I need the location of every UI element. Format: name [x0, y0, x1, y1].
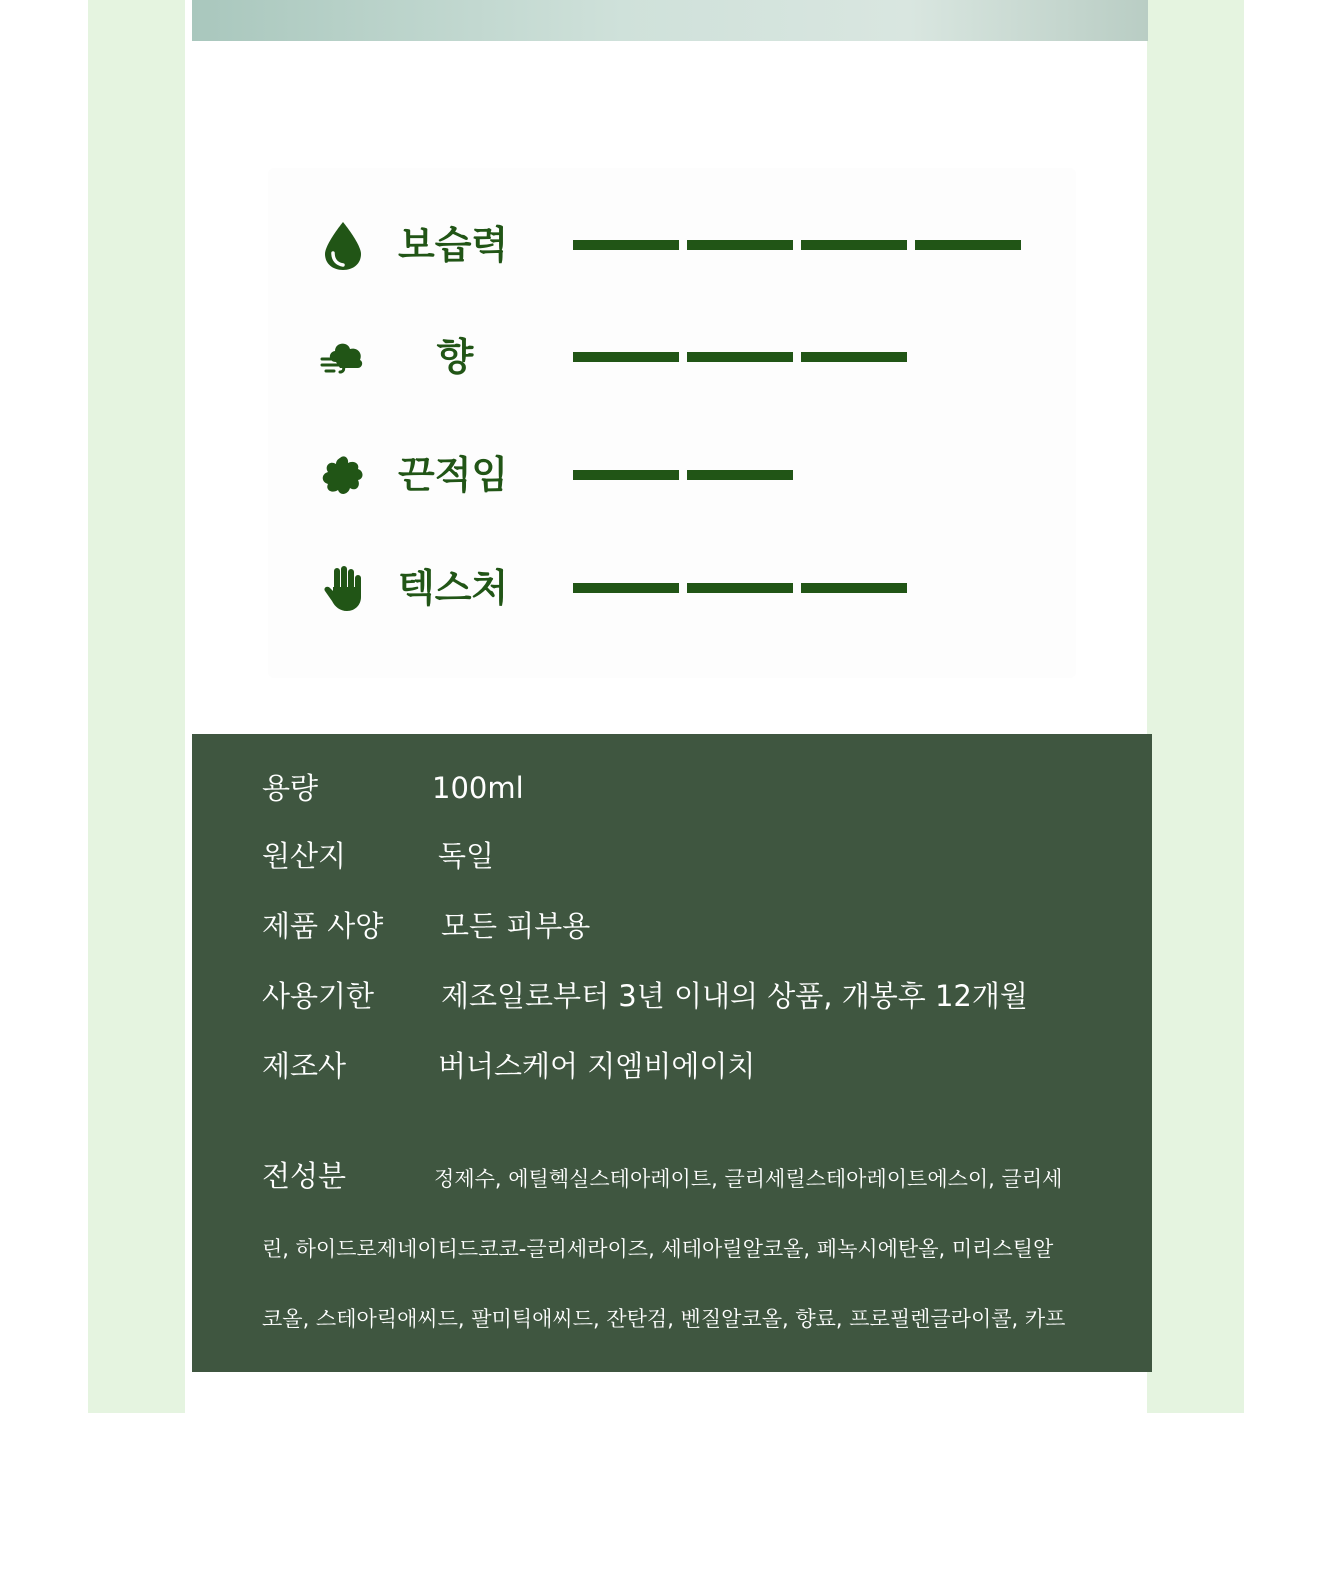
ingredients-key: 전성분 [262, 1159, 347, 1193]
product-info-panel [192, 734, 1152, 1541]
attribute-row-scent [310, 322, 1050, 392]
origin-value: 독일 [438, 839, 495, 873]
level-bar [687, 352, 793, 362]
attribute-label: 향 [436, 335, 474, 379]
splat-icon [318, 450, 368, 500]
ingredients-line: 애씨드, 소듐벤조에이트, 쿠마린, 제라니올, 포타슘솔베이트 [262, 1517, 803, 1541]
origin-key: 원산지 [262, 839, 347, 873]
maker-key: 제조사 [262, 1049, 347, 1083]
level-bars [573, 210, 1053, 280]
ingredients-line: 린, 하이드로제네이티드코코-글리세라이즈, 세테아릴알코올, 페녹시에탄올, 미리스틸알 [262, 1237, 1054, 1261]
attribute-label: 텍스처 [398, 566, 509, 610]
hand-icon [318, 563, 368, 613]
ingredients-block [262, 1124, 1092, 1582]
attribute-row-stickiness [310, 440, 1050, 510]
ingredients-line: 정제수, 에틸헥실스테아레이트, 글리세릴스테아레이트에스이, 글리세 [434, 1167, 1063, 1191]
level-bar [573, 352, 679, 362]
level-bars [573, 322, 1053, 392]
level-bar [801, 583, 907, 593]
level-bar [915, 240, 1021, 250]
expiry-value: 제조일로부터 3년 이내의 상품, 개봉후 12개월 [441, 979, 1028, 1013]
level-bars [573, 553, 1053, 623]
ingredients-line: 출물, 비사보롤, 리모넨, 시트로넬올, 알파-아이소메틸아이오논, 시트랄, 글루코오스, 락틱 [262, 1447, 1074, 1471]
level-bar [801, 352, 907, 362]
level-bar [687, 470, 793, 480]
scent-icon [318, 332, 368, 382]
attribute-label: 보습력 [398, 223, 509, 267]
volume-key: 용량 [262, 771, 319, 805]
maker-value: 버너스케어 지엠비에이치 [438, 1049, 756, 1083]
level-bar [687, 240, 793, 250]
level-bar [573, 240, 679, 250]
expiry-key: 사용기한 [262, 979, 375, 1013]
attribute-row-moisture [310, 210, 1050, 280]
product-image-bottom-edge [192, 0, 1148, 41]
attribute-label: 끈적임 [398, 453, 509, 497]
level-bar [573, 583, 679, 593]
level-bar [687, 583, 793, 593]
ingredients-line: 릴릴글라이콜, 데실렌글라이콜, 헥실신남알, 리날룰, 부틸렌글라이콜, 마트리카리아꽃추 [262, 1377, 1060, 1401]
spec-value: 모든 피부용 [441, 909, 591, 943]
right-side-panel [1147, 0, 1244, 1413]
level-bar [801, 240, 907, 250]
volume-value: 100ml [432, 771, 524, 805]
water-drop-icon [318, 220, 368, 270]
level-bar [573, 470, 679, 480]
level-bars [573, 440, 1053, 510]
spec-key: 제품 사양 [262, 909, 384, 943]
left-side-panel [88, 0, 185, 1413]
ingredients-line: 코올, 스테아릭애씨드, 팔미틱애씨드, 잔탄검, 벤질알코올, 향료, 프로필렌글라이콜, 카프 [262, 1307, 1066, 1331]
attribute-row-texture [310, 553, 1050, 623]
